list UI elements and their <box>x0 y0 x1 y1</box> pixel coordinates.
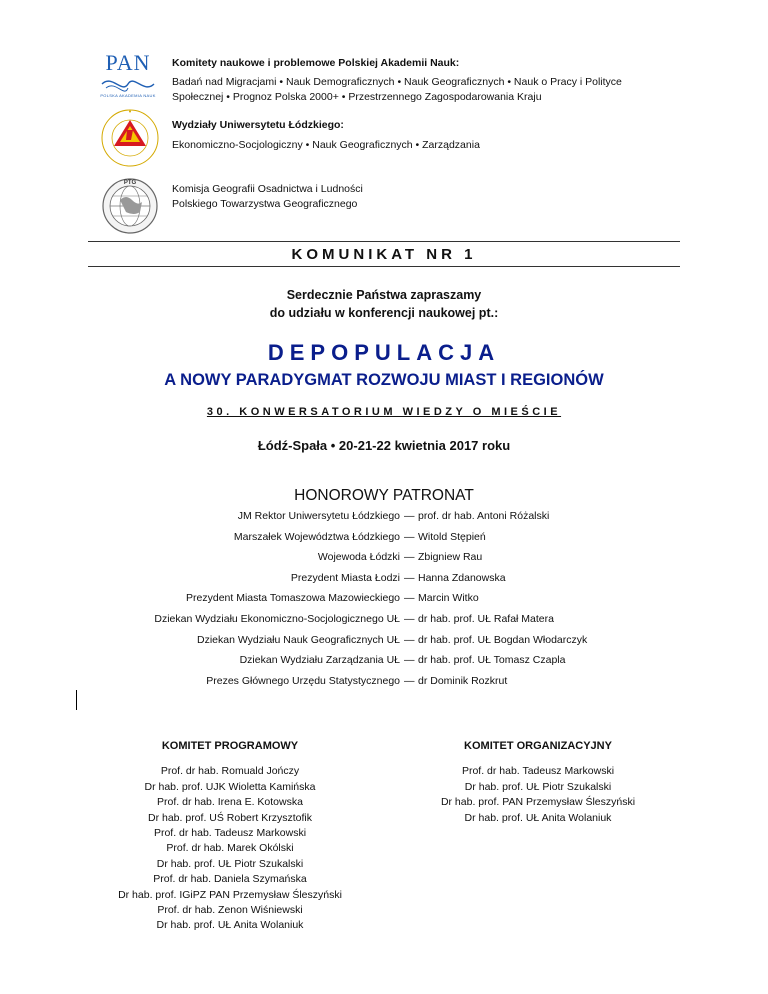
patronage-name: Hanna Zdanowska <box>418 571 506 584</box>
committee-member: Dr hab. prof. UŁ Piotr Szukalski <box>464 780 612 793</box>
pan-header-title: Komitety naukowe i problemowe Polskiej Akademii Nauk: <box>172 57 460 69</box>
patronage-dash: — <box>404 530 415 543</box>
patronage-row <box>0 510 768 530</box>
komunikat-heading: KOMUNIKAT NR 1 <box>291 246 477 263</box>
rule-bottom <box>88 266 680 267</box>
committee-member: Prof. dr hab. Marek Okólski <box>166 842 294 855</box>
patronage-row <box>0 572 768 592</box>
patronage-name: Witold Stępień <box>418 530 486 543</box>
patronage-role: Marszałek Województwa Łódzkiego <box>233 530 400 543</box>
committee-member: Prof. dr hab. Tadeusz Markowski <box>153 827 307 840</box>
pan-logo-subtext: POLSKA AKADEMIA NAUK <box>100 93 156 98</box>
ptg-logo-text: PTG <box>123 180 137 186</box>
patronage-row <box>0 531 768 551</box>
patronage-role: JM Rektor Uniwersytetu Łódzkiego <box>237 510 400 522</box>
patronage-dash: — <box>404 592 415 605</box>
patronage-name: Marcin Witko <box>418 592 479 605</box>
patronage-dash: — <box>404 510 415 522</box>
patronage-name: dr hab. prof. UŁ Rafał Matera <box>418 613 554 625</box>
patronage-row <box>0 551 768 571</box>
committee-member: Dr hab. prof. UŁ Anita Wolaniuk <box>464 811 612 824</box>
text-cursor <box>76 690 77 710</box>
ul-header-text <box>172 118 712 153</box>
pan-header-line2: Społecznej • Prognoz Polska 2000+ • Przestrzennego Zagospodarowania Kraju <box>172 91 542 103</box>
organizing-committee <box>418 739 658 826</box>
patronage-row <box>0 634 768 654</box>
patronage-row <box>0 613 768 633</box>
patronage-dash: — <box>404 613 415 625</box>
committee-member: Prof. dr hab. Zenon Wiśniewski <box>157 904 303 917</box>
conference-title: DEPOPULACJA <box>267 340 501 365</box>
committee-member: Dr hab. prof. UŁ Piotr Szukalski <box>156 857 304 870</box>
patronage-row <box>0 592 768 612</box>
program-committee <box>110 739 350 934</box>
patronage-role: Prezes Głównego Urzędu Statystycznego <box>206 674 400 687</box>
ul-header-title: Wydziały Uniwersytetu Łódzkiego: <box>172 119 344 131</box>
rule-top <box>88 241 680 242</box>
committee-member: Prof. dr hab. Daniela Szymańska <box>153 873 307 886</box>
committee-member: Prof. dr hab. Irena E. Kotowska <box>157 796 303 809</box>
patronage-dash: — <box>404 674 415 687</box>
patronage-role: Dziekan Wydziału Nauk Geograficznych UŁ <box>197 633 400 646</box>
patronage-name: dr hab. prof. UŁ Tomasz Czapla <box>418 654 566 667</box>
committee-member: Dr hab. prof. PAN Przemysław Śleszyński <box>440 796 636 809</box>
pan-logo-text: PAN <box>105 50 151 75</box>
patronage-dash: — <box>404 551 415 564</box>
konwersatorium-title: 30. KONWERSATORIUM WIEDZY O MIEŚCIE <box>206 406 562 418</box>
committee-member: Dr hab. prof. IGiPZ PAN Przemysław Śleszyński <box>118 888 342 901</box>
invitation-line1: Serdecznie Państwa zapraszamy <box>286 288 482 302</box>
pan-header-line1: Badań nad Migracjami • Nauk Demograficznych • Nauk Geograficznych • Nauk o Pracy i Polityce <box>172 76 622 88</box>
patronage-name: Zbigniew Rau <box>418 551 483 564</box>
organizing-committee-members <box>418 764 658 826</box>
patronage-role: Wojewoda Łódzki <box>317 551 400 564</box>
ul-header-line1: Ekonomiczno-Socjologiczny • Nauk Geograficznych • Zarządzania <box>172 139 480 151</box>
patronage-name: dr Dominik Rozkrut <box>418 674 508 687</box>
ptg-header-text <box>172 182 712 212</box>
patronage-dash: — <box>404 633 415 646</box>
invitation-line2: do udziału w konferencji naukowej pt.: <box>269 306 499 320</box>
date-place: Łódź-Spała • 20-21-22 kwietnia 2017 roku <box>257 438 511 453</box>
program-committee-title: KOMITET PROGRAMOWY <box>161 740 299 752</box>
patronage-name: prof. dr hab. Antoni Różalski <box>418 510 550 522</box>
patronage-role: Prezydent Miasta Łodzi <box>290 571 400 584</box>
pan-header-text <box>172 56 712 105</box>
ptg-header-line2: Polskiego Towarzystwa Geograficznego <box>172 198 358 210</box>
committee-member: Prof. dr hab. Tadeusz Markowski <box>461 765 615 778</box>
patronage-role: Dziekan Wydziału Ekonomiczno-Socjologicznego UŁ <box>154 613 400 625</box>
patronage-row <box>0 654 768 674</box>
ul-emblem-icon <box>100 108 160 168</box>
patronage-dash: — <box>404 571 415 584</box>
patronage-role: Dziekan Wydziału Zarządzania UŁ <box>239 654 400 667</box>
committee-member: Dr hab. prof. UJK Wioletta Kamińska <box>144 780 316 793</box>
patronage-name: dr hab. prof. UŁ Bogdan Włodarczyk <box>418 633 588 646</box>
conference-subtitle: A NOWY PARADYGMAT ROZWOJU MIAST I REGIONÓW <box>164 371 604 389</box>
program-committee-members <box>110 764 350 933</box>
committee-member: Dr hab. prof. UŚ Robert Krzysztofik <box>148 811 312 824</box>
patronage-role: Prezydent Miasta Tomaszowa Mazowieckiego <box>186 592 400 605</box>
committee-member: Prof. dr hab. Romuald Jończy <box>160 765 300 778</box>
patronage-heading: HONOROWY PATRONAT <box>294 487 474 504</box>
organizing-committee-title: KOMITET ORGANIZACYJNY <box>464 740 612 752</box>
patronage-row <box>0 675 768 695</box>
patronage-dash: — <box>404 654 415 667</box>
committee-member: Dr hab. prof. UŁ Anita Wolaniuk <box>156 919 304 932</box>
ptg-header-line1: Komisja Geografii Osadnictwa i Ludności <box>172 183 363 195</box>
